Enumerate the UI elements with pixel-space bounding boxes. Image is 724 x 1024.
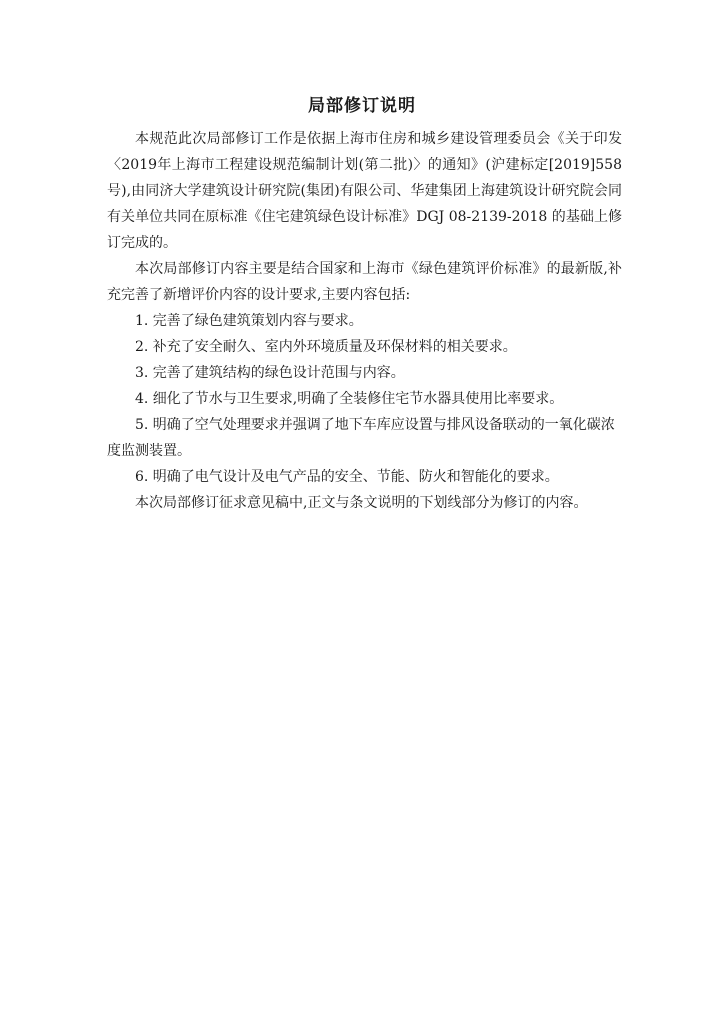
document-body xyxy=(107,126,622,516)
revision-item-4: 4. 细化了节水与卫生要求,明确了全装修住宅节水器具使用比率要求。 xyxy=(135,391,564,407)
revision-item-5: 5. 明确了空气处理要求并强调了地下车库应设置与排风设备联动的一氧化碳浓度监测装置。 xyxy=(107,417,615,459)
revision-item-3: 3. 完善了建筑结构的绿色设计范围与内容。 xyxy=(135,365,405,381)
page-title: 局部修订说明 xyxy=(308,96,416,116)
intro-paragraph: 本规范此次局部修订工作是依据上海市住房和城乡建设管理委员会《关于印发〈2019年上海市工程建设规范编制计划(第二批)〉的通知》(沪建标定[2019]558号),由同济大学建筑设计研究院(集团)有限公司、华建集团上海建筑设计研究院会同有关单位共同在原标准《住宅建筑绿色设计标准》DGJ 08-2139-2018 的基础上修订完成的。 xyxy=(107,131,622,251)
revision-item-6: 6. 明确了电气设计及电气产品的安全、节能、防火和智能化的要求。 xyxy=(135,469,559,485)
closing-paragraph: 本次局部修订征求意见稿中,正文与条文说明的下划线部分为修订的内容。 xyxy=(135,495,588,511)
revision-item-1: 1. 完善了绿色建筑策划内容与要求。 xyxy=(135,313,363,329)
scope-paragraph: 本次局部修订内容主要是结合国家和上海市《绿色建筑评价标准》的最新版,补充完善了新增评价内容的设计要求,主要内容包括: xyxy=(107,261,622,303)
revision-item-2: 2. 补充了安全耐久、室内外环境质量及环保材料的相关要求。 xyxy=(135,339,517,355)
